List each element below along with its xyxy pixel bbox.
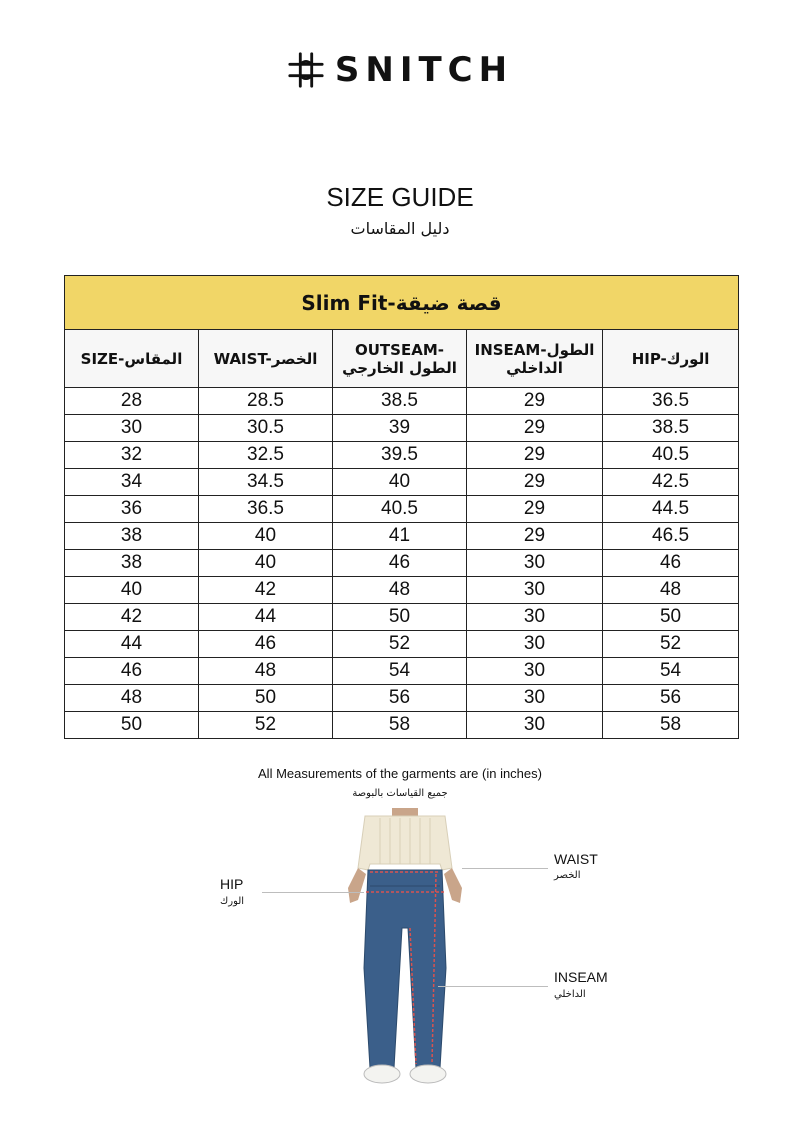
table-cell: 46 (65, 658, 199, 685)
hip-label: HIP (220, 876, 244, 892)
table-row (65, 415, 739, 442)
table-cell: 30 (65, 415, 199, 442)
table-cell: 46.5 (603, 523, 739, 550)
table-cell: 29 (467, 469, 603, 496)
table-cell: 52 (333, 631, 467, 658)
inseam-label-arabic: الداخلي (554, 989, 586, 1000)
hip-label-arabic: الورك (220, 896, 245, 907)
table-row (65, 550, 739, 577)
table-row (65, 469, 739, 496)
table-cell: 50 (603, 604, 739, 631)
table-cell: 40.5 (333, 496, 467, 523)
table-cell: 29 (467, 496, 603, 523)
table-cell: 30 (467, 604, 603, 631)
column-header-row (65, 330, 739, 388)
table-row (65, 496, 739, 523)
table-cell: 46 (333, 550, 467, 577)
table-cell: 40 (65, 577, 199, 604)
table-cell: 44 (65, 631, 199, 658)
table-row (65, 388, 739, 415)
waist-label-arabic: الخصر (554, 870, 581, 881)
table-cell: 40.5 (603, 442, 739, 469)
column-header-line1: SIZE-المقاس (80, 349, 183, 368)
table-cell: 36.5 (199, 496, 333, 523)
table-cell: 42 (65, 604, 199, 631)
brand-name: SNITCH (334, 50, 514, 90)
brand-logo (0, 50, 800, 90)
table-cell: 42 (199, 577, 333, 604)
page-title-arabic: دليل المقاسات (350, 219, 450, 238)
table-cell: 56 (603, 685, 739, 712)
table-row (65, 523, 739, 550)
table-cell: 28 (65, 388, 199, 415)
table-cell: 39 (333, 415, 467, 442)
table-cell: 30 (467, 658, 603, 685)
column-header-line2: الطول الخارجي (342, 358, 457, 377)
table-cell: 30 (467, 550, 603, 577)
table-cell: 44.5 (603, 496, 739, 523)
table-cell: 30 (467, 631, 603, 658)
table-cell: 29 (467, 415, 603, 442)
table-cell: 50 (199, 685, 333, 712)
table-cell: 36 (65, 496, 199, 523)
column-header-line2: الداخلي (506, 358, 563, 377)
table-cell: 50 (333, 604, 467, 631)
table-cell: 52 (603, 631, 739, 658)
table-cell: 44 (199, 604, 333, 631)
measurement-note-arabic: جميع القياسات بالبوصة (352, 788, 448, 799)
column-header-line1: HIP-الورك (631, 349, 710, 368)
table-cell: 38 (65, 550, 199, 577)
table-row (65, 631, 739, 658)
table-cell: 50 (65, 712, 199, 739)
waist-leader-line (462, 868, 548, 869)
table-cell: 36.5 (603, 388, 739, 415)
table-cell: 38.5 (333, 388, 467, 415)
column-header-line1: OUTSEAM- (355, 340, 444, 359)
size-chart-table (64, 275, 739, 739)
column-header (199, 330, 333, 388)
column-header (65, 330, 199, 388)
table-cell: 48 (333, 577, 467, 604)
table-cell: 29 (467, 523, 603, 550)
column-header-line1: INSEAM-الطول (474, 340, 595, 359)
table-cell: 46 (603, 550, 739, 577)
model-figure-illustration (330, 808, 480, 1088)
table-row (65, 442, 739, 469)
inseam-label: INSEAM (554, 969, 608, 985)
table-cell: 38 (65, 523, 199, 550)
column-header-line1: WAIST-الخصر (213, 349, 318, 368)
table-cell: 30.5 (199, 415, 333, 442)
table-cell: 58 (603, 712, 739, 739)
column-header (467, 330, 603, 388)
size-rows (65, 388, 739, 739)
fit-type-header: Slim Fit-قصة ضيقة (65, 276, 739, 330)
table-cell: 40 (199, 523, 333, 550)
table-cell: 34 (65, 469, 199, 496)
table-cell: 42.5 (603, 469, 739, 496)
table-cell: 46 (199, 631, 333, 658)
table-row (65, 577, 739, 604)
table-cell: 34.5 (199, 469, 333, 496)
snitch-hash-logo-icon (287, 51, 325, 89)
table-cell: 32.5 (199, 442, 333, 469)
inseam-leader-line (438, 986, 548, 987)
table-cell: 56 (333, 685, 467, 712)
table-cell: 40 (333, 469, 467, 496)
table-cell: 28.5 (199, 388, 333, 415)
table-cell: 58 (333, 712, 467, 739)
table-cell: 48 (603, 577, 739, 604)
hip-leader-line (262, 892, 364, 893)
table-row (65, 685, 739, 712)
table-cell: 48 (65, 685, 199, 712)
measurement-note: All Measurements of the garments are (in inches) (258, 766, 542, 781)
table-cell: 54 (603, 658, 739, 685)
table-cell: 48 (199, 658, 333, 685)
table-cell: 29 (467, 442, 603, 469)
table-cell: 41 (333, 523, 467, 550)
column-header (603, 330, 739, 388)
table-cell: 54 (333, 658, 467, 685)
table-cell: 30 (467, 712, 603, 739)
table-cell: 38.5 (603, 415, 739, 442)
table-cell: 39.5 (333, 442, 467, 469)
table-cell: 30 (467, 685, 603, 712)
table-row (65, 658, 739, 685)
table-cell: 52 (199, 712, 333, 739)
column-header (333, 330, 467, 388)
table-row (65, 712, 739, 739)
waist-label: WAIST (554, 851, 598, 867)
table-cell: 32 (65, 442, 199, 469)
table-cell: 40 (199, 550, 333, 577)
table-cell: 30 (467, 577, 603, 604)
table-cell: 29 (467, 388, 603, 415)
page-title: SIZE GUIDE (326, 182, 474, 212)
table-row (65, 604, 739, 631)
